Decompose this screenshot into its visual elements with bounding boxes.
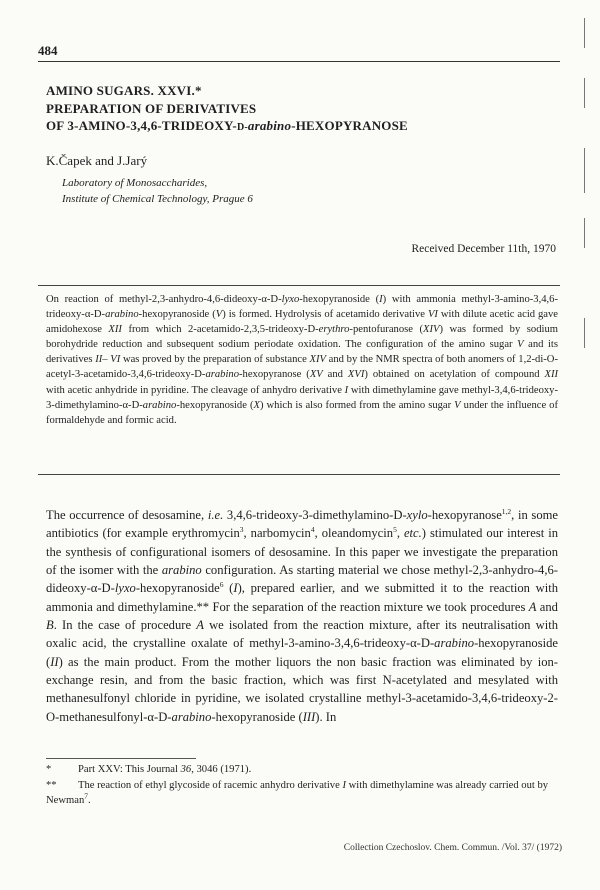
footnote-2: ** The reaction of ethyl glycoside of racemic anhydro derivative I with dimethylamine was already carried out by Newman$^7$. [46, 780, 549, 806]
series-title: AMINO SUGARS. XXVI.* [46, 83, 202, 98]
citation-ref: 4 [310, 525, 315, 535]
header-rule [38, 61, 560, 62]
title-line-2: OF 3-AMINO-3,4,6-TRIDEOXY-D-arabino-HEXOPYRANOSE [46, 118, 408, 133]
received-date: Received December 11th, 1970 [411, 243, 556, 255]
affiliation-institute: Institute of Chemical Technology, Prague 6 [62, 193, 253, 205]
abstract-rule-bottom [38, 474, 560, 475]
citation-ref: 6 [219, 580, 224, 590]
abstract-rule-top [38, 285, 560, 286]
authors: K.Čapek and J.Jarý [46, 153, 148, 168]
article-title [46, 100, 408, 136]
margin-mark [584, 18, 585, 48]
page-number: 484 [38, 43, 58, 58]
abstract: On reaction of methyl-2,3-anhydro-4,6-dideoxy-α-D-lyxo-hexopyranoside (I) with ammonia methyl-3-amino-3,4,6-trideoxy-α-D-arabino-hexopyranoside (V) is formed. Hydrolysis of acetamido derivative VI with dilute acetic acid gave amidohexose XII from which 2-acetamido-2,3,5-trideoxy-D-erythro-pentofuranose (XIV) was formed by sodium borohydride reduction and subsequent sodium periodate oxidation. The configuration of the amino sugar V and its derivatives II– VI was proved by the preparation of substance XIV and by the NMR spectra of both anomers of 1,2-di-O-acetyl-3-acetamido-3,4,6-trideoxy-D-arabino-hexopyranose (XV and XVI) obtained on acetylation of compound XII with acetic anhydride in pyridine. The cleavage of anhydro derivative I with dimethylamine gave methyl-3,4,6-trideoxy-3-dimethylamino-α-D-arabino-hexopyranoside (X) which is also formed from the amino sugar V under the influence of formaldehyde and formic acid. [46, 294, 559, 426]
scan-margin-marks [584, 18, 590, 378]
title-line-1: PREPARATION OF DERIVATIVES [46, 101, 257, 116]
affiliation [62, 175, 253, 207]
footnote-1: * Part XXV: This Journal 36, 3046 (1971). [46, 763, 558, 778]
citation-ref: 7 [84, 790, 88, 800]
citation-ref: 1,2 [501, 506, 512, 516]
margin-mark [584, 78, 585, 108]
margin-mark [584, 218, 585, 248]
affiliation-lab: Laboratory of Monosaccharides, [62, 177, 208, 189]
margin-mark [584, 318, 585, 348]
footnote-marker: ** [46, 780, 57, 791]
footnote-marker: * [46, 764, 52, 775]
journal-footer: Collection Czechoslov. Chem. Commun. /Vol. 37/ (1972) [343, 843, 562, 853]
citation-ref: 5 [393, 525, 397, 535]
footnote-rule [46, 758, 196, 759]
margin-mark [584, 148, 585, 193]
citation-ref: 3 [239, 525, 244, 535]
body-paragraph: The occurrence of desosamine, i.e. 3,4,6-trideoxy-3-dimethylamino-D-xylo-hexopyranose$^{1,2}$, in some antibiotics (for example erythromycin$^3$, narbomycin$^4$, oleandomycin$^5$, etc.) stimulated our interest in the synthesis of configurational isomers of desosamine. In this paper we investigate the preparation of the isomer with the arabino configuration. As starting material we chose methyl-2,3-anhydro-4,6-dideoxy-α-D-lyxo-hexopyranoside$^6$ (I), prepared earlier, and we submitted it to the reaction with ammonia and dimethylamine.** For the separation of the reaction mixture we took procedures A and B. In the case of procedure A we isolated from the reaction mixture, after its neutralisation with oxalic acid, the crystalline oxalate of methyl-3-amino-3,4,6-trideoxy-α-D-arabino-hexopyranoside (II) as the main product. From the mother liquors the non basic fraction was eliminated by ion-exchange resin, and from the basic fraction, which was first N-acetylated and mesylated with methanesulfonyl chloride in pyridine, we isolated crystalline methyl-3-acetamido-3,4,6-trideoxy-2-O-methanesulfonyl-α-D-arabino-hexopyranoside (III). In [46, 506, 559, 724]
